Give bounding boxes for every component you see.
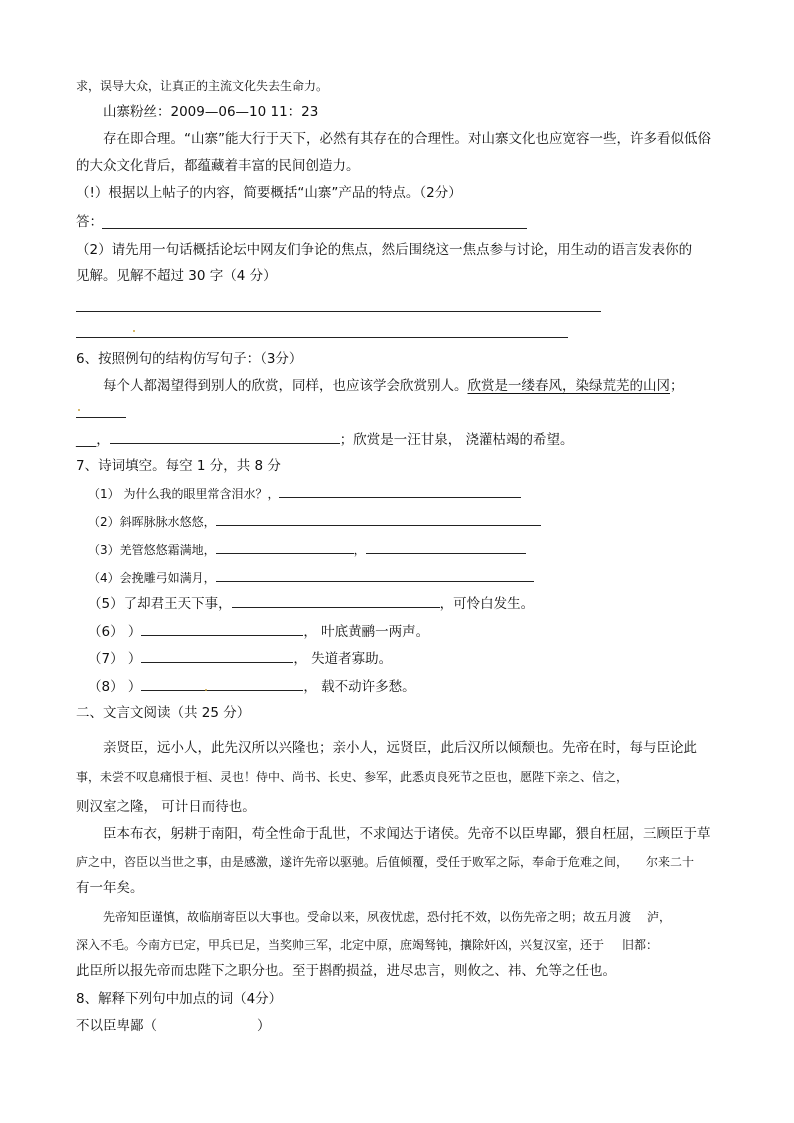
poem-item-4: [88, 567, 534, 588]
poem-prompt: （1） 为什么我的眼里常含泪水？，: [88, 487, 280, 501]
example-sentence: [103, 376, 684, 396]
poem-blank[interactable]: [279, 483, 521, 498]
poem-prompt: （2）斜晖脉脉水悠悠，: [88, 515, 216, 529]
classical-text-line: 则汉室之隆， 可计日而待也。: [76, 799, 256, 815]
poem-item-6: [88, 621, 429, 642]
question-6: 6、按照例句的结构仿写句子：（3分）: [76, 351, 303, 367]
poem-suffix: ， 失道者寡助。: [293, 651, 393, 667]
poem-prompt: （5）了却君王天下事，: [88, 596, 232, 612]
classical-text: 泸，: [647, 910, 672, 924]
poem-blank[interactable]: [216, 511, 541, 526]
classical-text: 深入不毛。今南方已定，甲兵已足，当奖帅三军，北定中原，庶竭驽钝，攘除奸凶，兴复汉室，还于: [76, 938, 605, 952]
classical-text-line: 亲贤臣，远小人，此先汉所以兴隆也；亲小人，远贤臣，此后汉所以倾颓也。先帝在时，每与臣论此: [103, 740, 697, 756]
question-8-item: [76, 1016, 271, 1036]
passage-line: 存在即合理。“山寨”能大行于天下，必然有其存在的合理性。对山寨文化也应宽容一些，许多看似低俗: [103, 131, 711, 147]
poem-blank[interactable]: [141, 621, 303, 636]
poem-prompt: （8） ）: [88, 679, 142, 695]
poem-blank[interactable]: [366, 539, 526, 554]
question-8: 8、解释下列句中加点的词（4分）: [76, 991, 283, 1007]
q8-prompt: 不以臣卑鄙（: [76, 1018, 157, 1034]
passage-line: 的大众文化背后，都蕴藏着丰富的民间创造力。: [76, 158, 360, 174]
poem-suffix: ， 载不动许多愁。: [303, 679, 416, 695]
speck-mark: [78, 409, 80, 411]
imitation-suffix: ；欣赏是一汪甘泉， 浇灌枯竭的希望。: [339, 432, 574, 448]
classical-text-line: 事，未尝不叹息痛恨于桓、灵也！侍中、尚书、长史、参军，此悉贞良死节之臣也，愿陛下亲之、信之，: [76, 770, 629, 784]
answer-line[interactable]: [102, 228, 527, 229]
imitation-blank[interactable]: [110, 429, 340, 444]
poem-item-5: [88, 593, 534, 614]
poem-item-7: [88, 648, 392, 669]
imitation-line: [76, 429, 574, 450]
poem-blank[interactable]: [141, 676, 303, 691]
answer-line[interactable]: [76, 311, 601, 312]
imitation-prefix: ___，: [76, 432, 110, 448]
poem-prompt: （4）会挽雕弓如满月，: [88, 571, 216, 585]
answer-line[interactable]: [76, 337, 568, 338]
classical-text-line: 此臣所以报先帝而忠陛下之职分也。至于斟酌损益，进尽忠言，则攸之、祎、允等之任也。: [76, 963, 616, 979]
poem-prompt: （6） ）: [88, 624, 142, 640]
poem-item-3: [88, 539, 526, 560]
section-2-heading: 二、文言文阅读（共 25 分）: [76, 705, 251, 721]
poem-suffix: ， 叶底黄鹂一两声。: [303, 624, 430, 640]
poem-prompt: （7） ）: [88, 651, 142, 667]
classical-text-line: 有一年矣。: [76, 880, 144, 896]
classical-text-line: 臣本布衣，躬耕于南阳，苟全性命于乱世，不求闻达于诸侯。先帝不以臣卑鄙，猥自枉屈，三顾臣于草: [103, 826, 711, 842]
poem-blank[interactable]: [216, 567, 534, 582]
classical-text-line: [76, 852, 694, 872]
speck-mark: [133, 330, 135, 332]
classical-text: 尔来二十: [646, 855, 695, 869]
imitation-blank[interactable]: [76, 417, 126, 418]
example-underlined: 欣赏是一缕春风，染绿荒芜的山冈: [467, 378, 670, 394]
post-author-line: 山寨粉丝：2009—06—10 11：23: [103, 104, 319, 120]
poem-comma: ，: [353, 543, 366, 557]
passage-line: 求，误导大众，让真正的主流文化失去生命力。: [76, 79, 329, 93]
poem-prompt: （3）羌管悠悠霜满地，: [88, 543, 216, 557]
q8-close: ）: [257, 1018, 271, 1034]
classical-text: 先帝知臣谨慎，故临崩寄臣以大事也。受命以来，夙夜忧虑，恐付托不效，以伤先帝之明；故五月渡: [103, 910, 632, 924]
answer-label: 答：: [76, 214, 103, 230]
example-end: ；: [670, 378, 684, 394]
classical-text-line: [76, 935, 658, 955]
example-text: 每个人都渴望得到别人的欣赏，同样，也应该学会欣赏别人。: [103, 378, 468, 394]
question-1: （!）根据以上帖子的内容，简要概括“山寨”产品的特点。（2分）: [76, 185, 462, 201]
poem-item-2: [88, 511, 541, 532]
classical-text-line: [103, 907, 671, 927]
poem-blank[interactable]: [141, 648, 293, 663]
poem-item-1: [88, 483, 521, 504]
speck-mark: [205, 689, 207, 691]
poem-suffix: ，可怜白发生。: [439, 596, 535, 612]
poem-blank[interactable]: [216, 539, 354, 554]
classical-text: 庐之中，咨臣以当世之事，由是感激，遂许先帝以驱驰。后值倾覆，受任于败军之际，奉命于危难之间，: [76, 855, 629, 869]
poem-blank[interactable]: [232, 593, 440, 608]
poem-item-8: [88, 676, 416, 697]
question-7: 7、诗词填空。每空 1 分，共 8 分: [76, 458, 281, 474]
classical-text: 旧都：: [622, 938, 659, 952]
question-2-cont: 见解。见解不超过 30 字（4 分）: [76, 268, 277, 284]
question-2: （2）请先用一句话概括论坛中网友们争论的焦点，然后围绕这一焦点参与讨论，用生动的语言发表你的: [76, 242, 693, 258]
